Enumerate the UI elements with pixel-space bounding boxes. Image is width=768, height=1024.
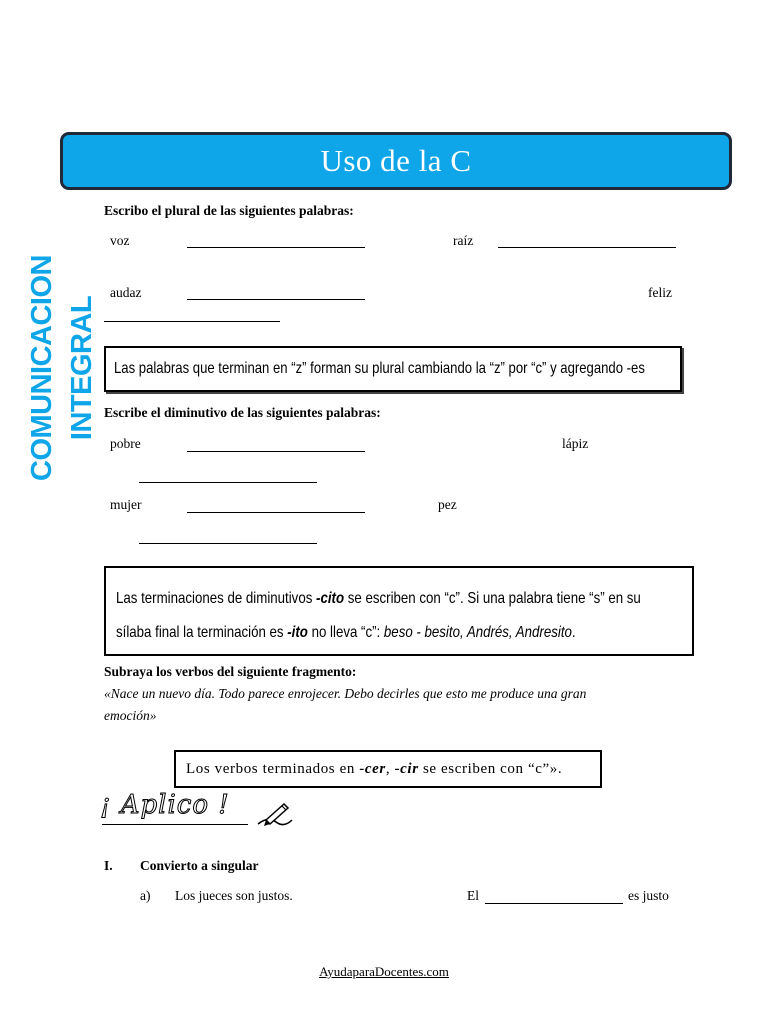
- word-mujer: mujer: [110, 497, 142, 512]
- section3-heading: Subraya los verbos del siguiente fragmento:: [104, 664, 357, 679]
- answer-line[interactable]: [485, 902, 623, 904]
- word-lapiz: lápiz: [562, 436, 589, 451]
- rule-text: Los verbos terminados en -cer, -cir se escriben con “c”».: [186, 760, 563, 777]
- answer-line[interactable]: [139, 481, 317, 483]
- answer-line[interactable]: [187, 450, 365, 452]
- exercise-heading: Convierto a singular: [140, 858, 259, 873]
- item-letter: a): [140, 888, 151, 903]
- title-banner: [60, 132, 732, 190]
- aplico-heading: ¡ Aplico !: [100, 790, 230, 820]
- quote-line-2: emoción»: [104, 708, 157, 723]
- section2-heading: Escribe el diminutivo de las siguientes palabras:: [104, 405, 381, 420]
- side-label: COMUNICACION INTEGRAL: [26, 255, 98, 481]
- word-raiz: raíz: [453, 233, 474, 248]
- rule-text: Las palabras que terminan en “z” forman su plural cambiando la “z” por “c” y agregando -es: [114, 360, 645, 377]
- page-title: Uso de la C: [320, 143, 472, 178]
- answer-line[interactable]: [139, 542, 317, 544]
- word-audaz: audaz: [110, 285, 142, 300]
- word-pobre: pobre: [110, 436, 141, 451]
- rule-line-1: Las terminaciones de diminutivos -cito se escriben con “c”. Si una palabra tiene “s” en su: [116, 590, 641, 607]
- answer-line[interactable]: [187, 298, 365, 300]
- footer-link[interactable]: AyudaparaDocentes.com: [319, 964, 449, 979]
- answer-line[interactable]: [104, 320, 280, 322]
- exercise-number: I.: [104, 858, 113, 873]
- answer-prefix: El: [467, 888, 479, 903]
- item-text: Los jueces son justos.: [175, 888, 293, 903]
- section1-heading: Escribo el plural de las siguientes palabras:: [104, 203, 354, 218]
- rule-line-2: sílaba final la terminación es -ito no lleva “c”: beso - besito, Andrés, Andresito.: [116, 624, 576, 641]
- answer-line[interactable]: [498, 246, 676, 248]
- pencil-writing-icon: [254, 798, 296, 830]
- answer-suffix: es justo: [628, 888, 669, 903]
- word-pez: pez: [438, 497, 457, 512]
- rule-box-plural: [104, 346, 682, 392]
- rule-box-verbs: [174, 750, 602, 788]
- rule-box-diminutive: [104, 566, 694, 656]
- word-feliz: feliz: [648, 285, 672, 300]
- answer-line[interactable]: [187, 246, 365, 248]
- word-voz: voz: [110, 233, 130, 248]
- answer-line[interactable]: [187, 511, 365, 513]
- aplico-underline: [102, 824, 248, 825]
- quote-line-1: «Nace un nuevo día. Todo parece enrojecer. Debo decirles que esto me produce una gran: [104, 686, 587, 701]
